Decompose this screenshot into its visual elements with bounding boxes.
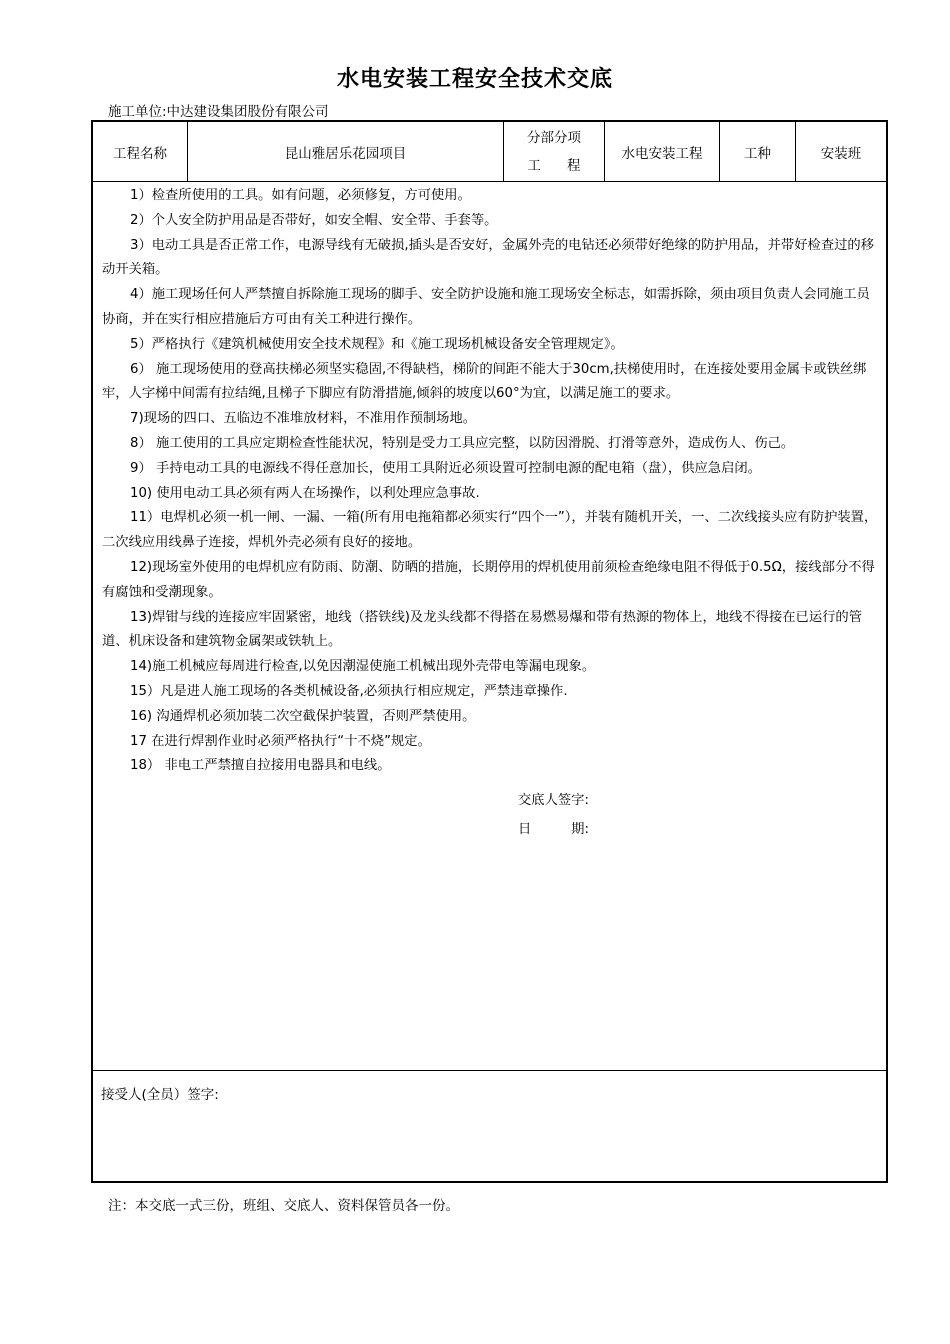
safety-items <box>102 184 880 779</box>
safety-item: 8） 施工使用的工具应定期检查性能状况，特别是受力工具应完整，以防因滑脱、打滑等意外，造成伤人、伤己。 <box>130 435 795 451</box>
safety-item: 3）电动工具是否正常工作，电源导线有无破损,插头是否安好，金属外壳的电钻还必须带好绝缘的防护用品，并带好检查过的移动开关箱。 <box>102 237 875 278</box>
safety-item: 11）电焊机必须一机一闸、一漏、一箱(所有用电拖箱都必须实行“四个一”），并装有随机开关，一、二次线接头应有防护装置，二次线应用线鼻子连接，焊机外壳必须有良好的接地。 <box>102 510 878 551</box>
section-divider <box>93 1070 886 1071</box>
safety-item: 10) 使用电动工具必须有两人在场操作，以利处理应急事故. <box>130 485 480 501</box>
project-name-value: 昆山雅居乐花园项目 <box>188 122 504 181</box>
safety-item: 5）严格执行《建筑机械使用安全技术规程》和《施工现场机械设备安全管理规定》。 <box>130 336 624 352</box>
sub-project-label-line1: 分部分项 <box>527 129 581 146</box>
document-title: 水电安装工程安全技术交底 <box>336 67 613 92</box>
safety-item: 1）检查所使用的工具。如有问题，必须修复，方可使用。 <box>130 188 471 203</box>
sub-project-label <box>504 122 605 181</box>
discloser-signature-label: 交底人签字: <box>518 793 589 808</box>
safety-item: 2）个人安全防护用品是否带好，如安全帽、安全带、手套等。 <box>130 212 498 228</box>
safety-item: 13)焊钳与线的连接应牢固紧密，地线（搭铁线)及龙头线都不得搭在易燃易爆和带有热源的物体上，地线不得接在已运行的管道、机床设备和建筑物金属架或铁轨上。 <box>102 609 863 650</box>
safety-item: 15）凡是进人施工现场的各类机械设备,必须执行相应规定，严禁违章操作. <box>130 683 568 699</box>
trade-value: 安装班 <box>820 145 862 162</box>
safety-item: 6） 施工现场使用的登高扶梯必须坚实稳固,不得缺档，梯阶的间距不能大于30cm,扶梯使用时，在连接处要用金属卡或铁丝绑牢，人字梯中间需有拉结绳,且梯子下脚应有防滑措施,倾斜的坡度以60°为宜，以满足施工的要求。 <box>102 361 867 402</box>
trade-label: 工种 <box>720 122 796 181</box>
safety-item: 17 在进行焊割作业时必须严格执行“十不烧”规定。 <box>130 733 431 749</box>
form-header-row <box>93 122 886 182</box>
safety-item: 18） 非电工严禁擅自拉接用电器具和电线。 <box>130 758 391 774</box>
date-label: 日 期: <box>518 822 589 837</box>
safety-item: 9） 手持电动工具的电源线不得任意加长，使用工具附近必须设置可控制电源的配电箱（盘），供应急启闭。 <box>130 460 761 476</box>
safety-item: 4）施工现场任何人严禁擅自拆除施工现场的脚手、安全防护设施和施工现场安全标志，如需拆除，须由项目负责人会同施工员协商，并在实行相应措施后方可由有关工种进行操作。 <box>102 287 870 327</box>
safety-item: 16) 沟通焊机必须加装二次空截保护装置，否则严禁使用。 <box>130 708 476 724</box>
safety-item: 7)现场的四口、五临边不准堆放材料，不准用作预制场地。 <box>130 411 477 427</box>
disclosure-form <box>91 120 888 1183</box>
construction-unit: 施工单位:中达建设集团股份有限公司 <box>108 104 329 120</box>
safety-item: 14)施工机械应每周进行检查,以免因潮湿使施工机械出现外壳带电等漏电现象。 <box>130 659 596 675</box>
sub-project-label-line2: 工程 <box>527 157 607 174</box>
sub-project-value: 水电安装工程 <box>605 122 720 181</box>
project-name-label: 工程名称 <box>93 122 188 181</box>
receiver-signature-label: 接受人(全员）签字: <box>101 1087 219 1103</box>
footnote: 注：本交底一式三份，班组、交底人、资料保管员各一份。 <box>108 1198 459 1214</box>
safety-item: 12)现场室外使用的电焊机应有防雨、防潮、防晒的措施，长期停用的焊机使用前须检查绝缘电阻不得低于0.5Ω，接线部分不得有腐蚀和受潮现象。 <box>102 559 875 600</box>
